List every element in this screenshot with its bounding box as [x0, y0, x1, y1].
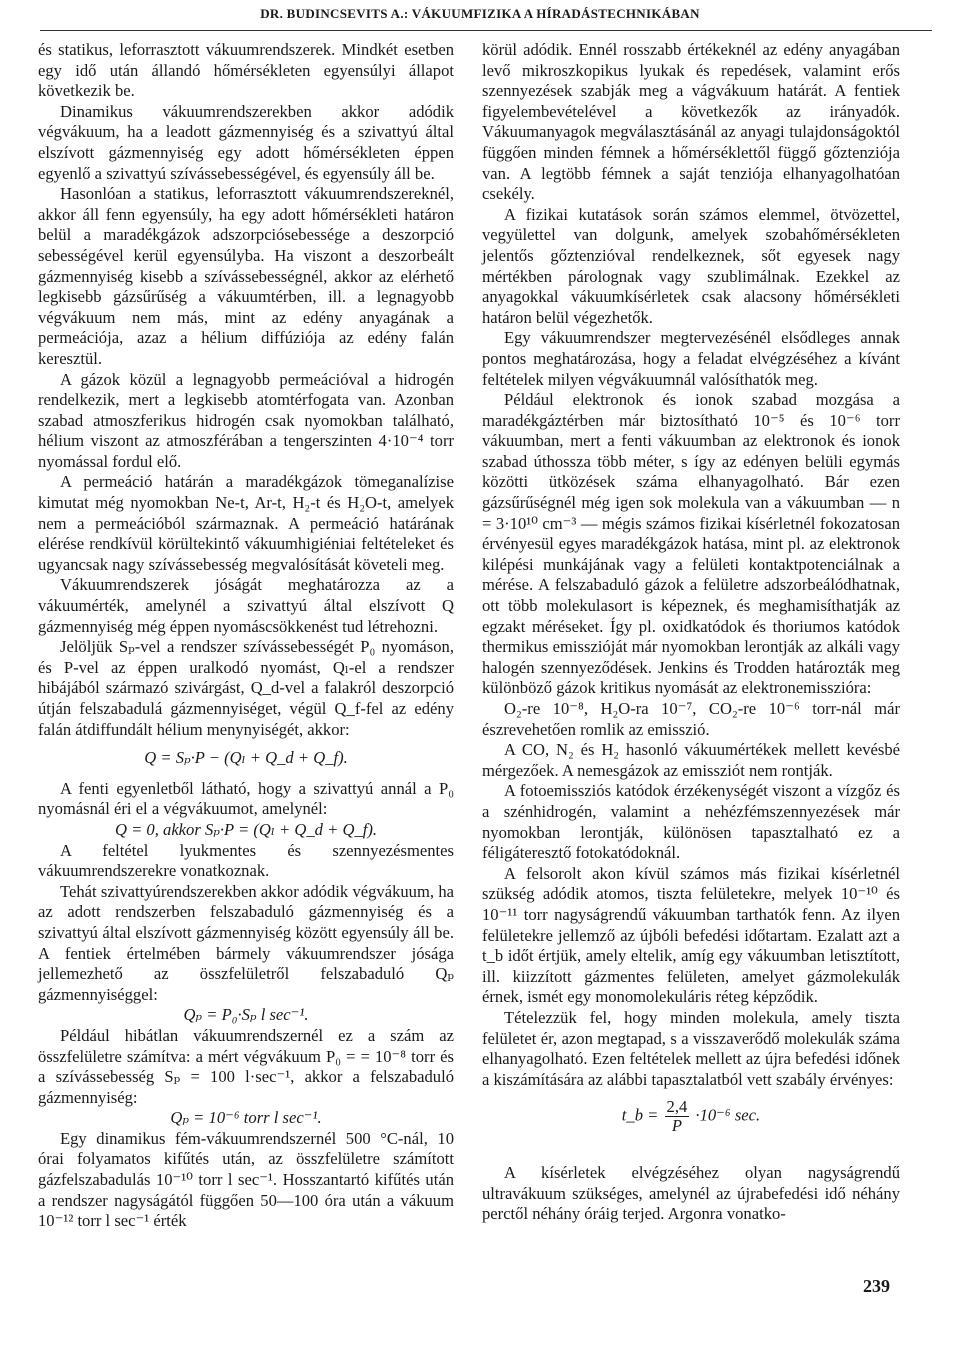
paragraph: és statikus, leforrasztott vákuumrendszerek. Mindkét esetben egy idő után állandó hőmérsékleten egyensúlyi állapot következik be.	[38, 40, 454, 101]
formula-numerator: 2,4	[666, 1097, 688, 1117]
paragraph: Hasonlóan a statikus, leforrasztott vákuumrendszereknél, akkor áll fenn egyensúly, ha egy adott hőmérsékleti határon belül a maradékgázok adszorpciósebessége a deszorpció sebességével kerül egyensúlyba. Ha viszont a deszorbeált gázmennyiség kisebb a szívássebességnél, akkor az elérhető legkisebb gázsűrűség a vákuumtérben, ill. a legnagyobb végvákuum nem más, mint az edény anyagának a permeációja, azaz a hélium diffúziója az edény falán keresztül.	[38, 184, 454, 368]
paragraph: A feltétel lyukmentes és szennyezésmentes vákuumrendszerekre vonatkoznak.	[38, 840, 454, 881]
running-header: DR. BUDINCSEVITS A.: VÁKUUMFIZIKA A HÍRADÁSTECHNIKÁBAN	[260, 6, 700, 21]
paragraph: Vákuumrendszerek jóságát meghatározza az a vákuumérték, amelynél a szivattyú által elszívott Q gázmennyiség még éppen nyomáscsökkenést tud létrehozni.	[38, 575, 454, 636]
paragraph: O₂-re 10⁻⁸, H₂O-ra 10⁻⁷, CO₂-re 10⁻⁶ torr-nál már észrevehetően romlik az emisszió.	[482, 699, 900, 739]
paragraph: Jelöljük Sₚ-vel a rendszer szívássebességét P₀ nyomáson, és P-vel az éppen uralkodó nyomást, Qₗ-el a rendszer hibájából származó szivárgást, Q_d-vel a falakról deszorpció útján felszabadulá gázmennyiséget, végül Q_f-fel az edény falán átdiffundált hélium menynyiségét, akkor:	[38, 637, 454, 739]
equation: Q = Sₚ·P − (Qₗ + Q_d + Q_f).	[144, 748, 348, 768]
paragraph: Egy vákuumrendszer megtervezésénél elsődleges annak pontos meghatározása, hogy a feladat elvégzéséhez a kívánt feltételek milyen végvákuumnál valósíthatók meg.	[482, 328, 900, 389]
page-number: 239	[863, 1276, 890, 1296]
equation: Qₚ = P₀·Sₚ l sec⁻¹.	[183, 1005, 309, 1025]
paragraph: A gázok közül a legnagyobb permeációval a hidrogén rendelkezik, mert a legkisebb atomtérfogata van. Azonban szabad atmoszferikus hidrogén csak nyomokban található, hélium viszont az atmoszférában a tengerszinten 4·10⁻⁴ torr nyomással fordul elő.	[38, 369, 454, 471]
formula-fraction	[665, 1098, 690, 1135]
equation: Q = 0, akkor Sₚ·P = (Qₗ + Q_d + Q_f).	[114, 819, 378, 839]
paragraph: A fizikai kutatások során számos elemmel, ötvözettel, vegyülettel van dolgunk, amelyek szobahőmérsékleten jelentős gőztenzióval rendelkeznek, sőt egyesek nagy mértékben párolognak vagy szublimálnak. Ezekkel az anyagokkal vákuumkísérletek csak alacsony hőmérsékleti határon belül végezhetők.	[482, 204, 900, 327]
paragraph: Tételezzük fel, hogy minden molekula, amely tiszta felületet ér, azon megtapad, s a visszaverődő molekulák száma elhanyagolható. Ezen feltételek mellett az újra befedési időnek a kiszámítására az alábbi tapasztalatból vett szabály érvényes:	[482, 1007, 900, 1089]
paragraph: A fenti egyenletből látható, hogy a szivattyú annál a P₀ nyomásnál éri el a végvákuumot, amelynél:	[38, 778, 454, 819]
paragraph: Például elektronok és ionok szabad mozgása a maradékgáztérben már biztosítható 10⁻⁵ és 10⁻⁶ torr vákuumban, mert a fenti vákuumban az elektronok és ionok szabad úthossza több méter, s így az edényen belüli egymás közötti ütközések száma elhanyagolható. Bár ezen gázsűrűségnél még igen sok molekula van a vákuumban — n = 3·10¹⁰ cm⁻³ — mégis számos fizikai kísérletnél fokozatosan érvényesül egyes maradékgázok hatása, mint pl. az elektronok kilépési munkájának vagy a felületi kontaktpotenciálnak a mérése. A felszabaduló gázok a felületre adszorbeálódhatnak, ott több molekulasort is képeznek, és meghamisíthatják az egzakt méréseket. Így pl. oxidkatódok és thoriumos katódok thermikus emisszióját már nyomokban lerontják az alkáli vagy halogén szennyeződések. Jenkins és Trodden határozták meg különböző gázok kritikus nyomását az elektronemisszióra:	[482, 390, 900, 698]
paragraph: A permeáció határán a maradékgázok tömeganalízise kimutat még nyomokban Ne-t, Ar-t, H₂-t és H₂O-t, amelyek nem a permeációból származnak. A permeáció határának elérése rendkívül körültekintő vákuumhigiéniai feltételeket és ugyancsak nagy szívássebesség megvalósítását követeli meg.	[38, 472, 454, 574]
paragraph: A felsorolt akon kívül számos más fizikai kísérletnél szükség adódik atomos, tiszta felületekre, melyek 10⁻¹⁰ és 10⁻¹¹ torr nagyságrendű vákuumban tarthatók fenn. Az ilyen felületekre jellemző az újbóli befedési időtartam. Ezalatt azt a t_b időt értjük, amely eltelik, amíg egy vákuumban letisztított, ill. kiizzított gázmentes felületen, amelyet gázmolekulák érnek, ismét egy monomolekuláris réteg képződik.	[482, 863, 900, 1007]
formula-lhs: t_b =	[621, 1105, 659, 1125]
formula-denominator: P	[671, 1116, 682, 1136]
paragraph: A kísérletek elvégzéséhez olyan nagyságrendű ultravákuum szükséges, amelynél az újrabefedési idő néhány perctől néhány óráig terjed. Argonra vonatko-	[482, 1163, 900, 1224]
paragraph: A fotoemissziós katódok érzékenységét viszont a vízgőz és a szénhidrogén, valamint a nehézfémszennyezések már nyomokban lerontják, különösen tapasztalható ez a féligáteresztő fotokatódoknál.	[482, 781, 900, 863]
paragraph: Tehát szivattyúrendszerekben akkor adódik végvákuum, ha az adott rendszerben felszabaduló gázmennyiség és a szivattyú által elszívott gázmennyiség között egyensúly áll be. A fentiek értelmében bármely vákuumrendszer jósága jellemezhető az összfelületről felszabaduló Qₚ gázmennyiséggel:	[38, 881, 454, 1004]
formula-tb	[482, 1098, 900, 1135]
paragraph: Egy dinamikus fém-vákuumrendszernél 500 °C-nál, 10 órai folyamatos kifűtés után, az összfelületre számított gázfelszabadulás 10⁻¹⁰ torr l sec⁻¹. Hosszantartó kifűtés után a rendszer nagyságától függően 50—100 óra után a vákuum 10⁻¹² torr l sec⁻¹ érték	[38, 1128, 454, 1231]
paragraph: Dinamikus vákuumrendszerekben akkor adódik végvákuum, ha a leadott gázmennyiség és a szivattyú által elszívott gázmennyiség egy adott hőmérsékleten éppen egyenlő a szivattyú szívássebességével, és egyensúly áll be.	[38, 101, 454, 183]
equation: Qₚ = 10⁻⁶ torr l sec⁻¹.	[170, 1108, 322, 1128]
header-rule	[40, 30, 932, 31]
spacer	[482, 1145, 900, 1163]
right-column	[482, 40, 900, 1225]
formula-rhs: ·10⁻⁶ sec.	[695, 1105, 761, 1125]
left-column	[38, 40, 454, 1232]
paragraph: A CO, N₂ és H₂ hasonló vákuumértékek mellett kevésbé mérgezőek. A nemesgázok az emissziót nem rontják.	[482, 740, 900, 780]
paragraph: körül adódik. Ennél rosszabb értékeknél az edény anyagában levő mikroszkopikus lyukak és repedések, valamint erős szennyezések szabják meg a vágvákuum határát. A fentiek figyelembevételével a következők az irányadók. Vákuumanyagok megválasztásánál az anyagi tulajdonságoktól függően minden fémnek a hőmérséklettől függő gőztenziója van. A legtöbb fémnek a saját tenziója elhanyagolhatóan csekély.	[482, 40, 900, 204]
paragraph: Például hibátlan vákuumrendszernél ez a szám az összfelületre számítva: a mért végvákuum P₀ = = 10⁻⁸ torr és a szívássebesség Sₚ = 100 l·sec⁻¹, akkor a felszabaduló gázmennyiség:	[38, 1025, 454, 1107]
